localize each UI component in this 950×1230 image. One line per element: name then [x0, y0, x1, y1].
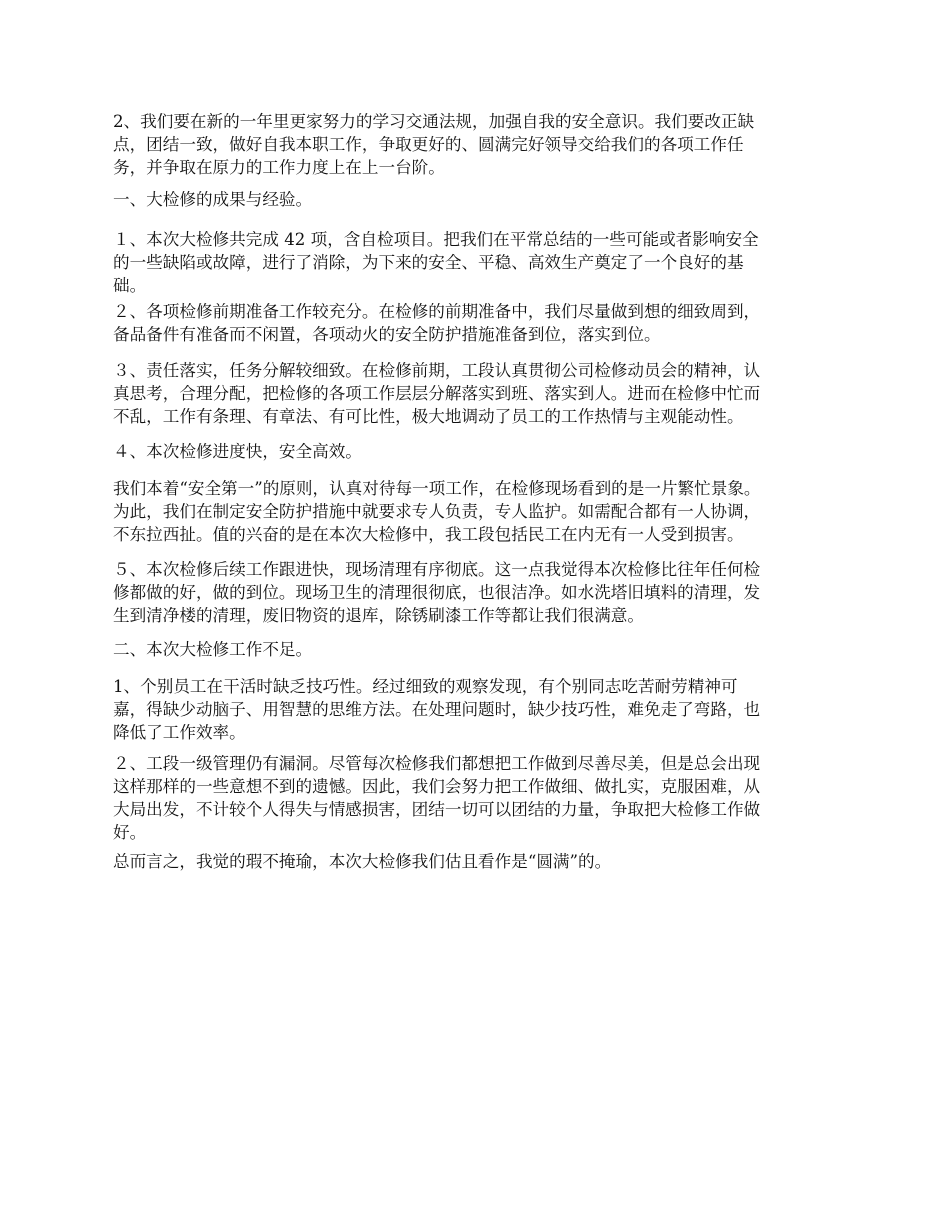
text-line: 大局出发，不计较个人得失与情感损害，团结一切可以团结的力量，争取把大检修工作做 [113, 800, 761, 819]
text-line: ２、工段一级管理仍有漏洞。尽管每次检修我们都想把工作做到尽善尽美，但是总会出现 [113, 754, 761, 773]
text-line: 总而言之，我觉的瑕不掩瑜，本次大检修我们估且看作是“圆满”的。 [113, 852, 612, 871]
text-line: ４、本次检修进度快，安全高效。 [113, 442, 362, 461]
paragraph [113, 300, 853, 346]
paragraph [113, 638, 853, 661]
text-line: 生到清净楼的清理，废旧物资的退库，除锈刷漆工作等都让我们很满意。 [113, 606, 644, 625]
paragraph [113, 477, 853, 546]
paragraph [113, 558, 853, 627]
text-line: 务，并争取在原力的工作力度上在上一台阶。 [113, 158, 445, 177]
text-line: 修都做的好，做的到位。现场卫生的清理很彻底，也很洁净。如水洗塔旧填料的清理，发 [113, 583, 761, 602]
paragraph [113, 440, 853, 463]
text-line: 的一些缺陷或故障，进行了消除，为下来的安全、平稳、高效生产奠定了一个良好的基 [113, 253, 744, 272]
text-line: ２、各项检修前期准备工作较充分。在检修的前期准备中，我们尽量做到想的细致周到， [113, 302, 761, 321]
paragraph [113, 850, 853, 873]
text-line: 础。 [113, 276, 147, 295]
text-line: 嘉，得缺少动脑子、用智慧的思维方法。在处理问题时，缺少技巧性，难免走了弯路，也 [113, 700, 761, 719]
text-line: 二、本次大检修工作不足。 [113, 640, 313, 659]
text-line: 一、大检修的成果与经验。 [113, 190, 313, 209]
text-line: 真思考，合理分配，把检修的各项工作层层分解落实到班、落实到人。进而在检修中忙而 [113, 384, 761, 403]
text-line: ３、责任落实，任务分解较细致。在检修前期，工段认真贯彻公司检修动员会的精神，认 [113, 361, 761, 380]
text-line: ５、本次检修后续工作跟进快，现场清理有序彻底。这一点我觉得本次检修比往年任何检 [113, 560, 761, 579]
text-line: 1、个别员工在干活时缺乏技巧性。经过细致的观察发现，有个别同志吃苦耐劳精神可 [113, 677, 738, 696]
text-line: １、本次大检修共完成 42 项，含自检项目。把我们在平常总结的一些可能或者影响安全 [113, 230, 759, 249]
paragraph [113, 228, 853, 297]
paragraph [113, 675, 853, 744]
text-line: 我们本着“安全第一”的原则，认真对待每一项工作，在检修现场看到的是一片繁忙景象。 [113, 479, 761, 498]
text-line: 不东拉西扯。值的兴奋的是在本次大检修中，我工段包括民工在内无有一人受到损害。 [113, 525, 744, 544]
text-line: 点，团结一致，做好自我本职工作，争取更好的、圆满完好领导交给我们的各项工作任 [113, 135, 744, 154]
paragraph [113, 359, 853, 428]
paragraph [113, 188, 853, 211]
text-line: 备品备件有准备而不闲置，各项动火的安全防护措施准备到位，落实到位。 [113, 325, 661, 344]
text-line: 2、我们要在新的一年里更家努力的学习交通法规，加强自我的安全意识。我们要改正缺 [113, 112, 755, 131]
text-line: 降低了工作效率。 [113, 723, 246, 742]
text-line: 为此，我们在制定安全防护措施中就要求专人负责，专人监护。如需配合都有一人协调， [113, 502, 761, 521]
paragraph [113, 752, 853, 844]
paragraph [113, 110, 853, 179]
text-line: 不乱，工作有条理、有章法、有可比性，极大地调动了员工的工作热情与主观能动性。 [113, 407, 744, 426]
text-line: 这样那样的一些意想不到的遗憾。因此，我们会努力把工作做细、做扎实，克服困难，从 [113, 777, 761, 796]
text-line: 好。 [113, 823, 147, 842]
